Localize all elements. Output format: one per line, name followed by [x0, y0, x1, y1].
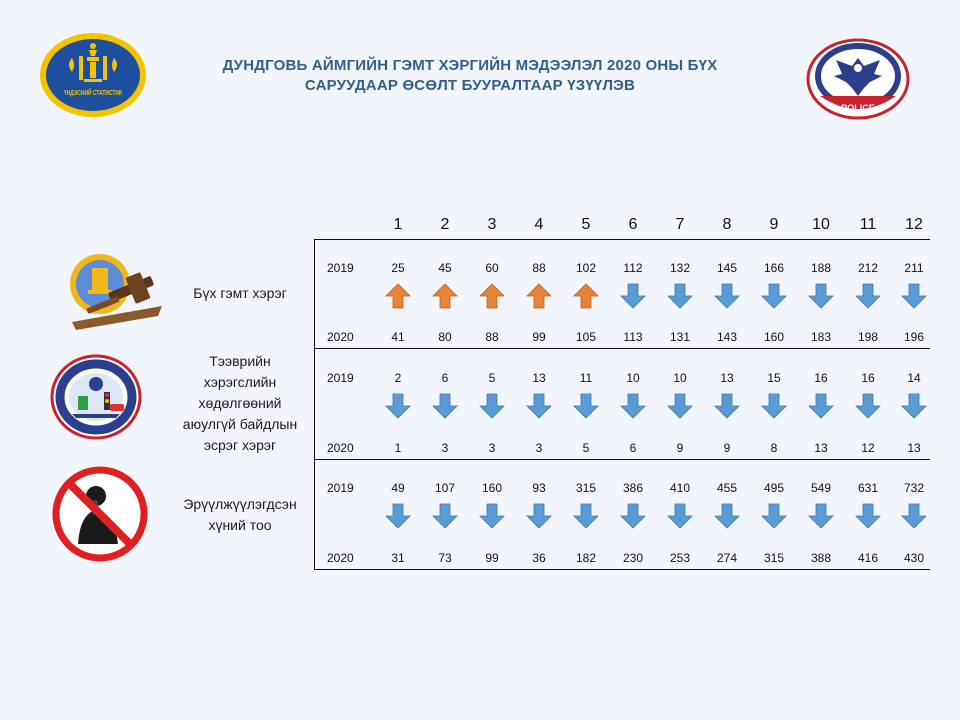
value-2020: 274 — [716, 551, 738, 565]
table-divider — [314, 459, 930, 460]
value-2019: 212 — [857, 261, 879, 275]
value-2020: 131 — [669, 330, 691, 344]
trend-down-arrow-icon — [901, 393, 927, 419]
trend-down-arrow-icon — [855, 393, 881, 419]
trend-down-arrow-icon — [761, 283, 787, 309]
trend-down-arrow-icon — [808, 393, 834, 419]
value-2019: 11 — [579, 371, 593, 385]
value-2020: 3 — [535, 441, 543, 455]
value-2020: 160 — [763, 330, 785, 344]
traffic-police-icon — [50, 354, 142, 440]
value-2019: 14 — [907, 371, 921, 385]
value-2019: 732 — [903, 481, 925, 495]
trend-down-arrow-icon — [855, 283, 881, 309]
value-2020: 8 — [770, 441, 778, 455]
value-2020: 36 — [532, 551, 546, 565]
value-2020: 388 — [810, 551, 832, 565]
value-2020: 196 — [903, 330, 925, 344]
trend-down-arrow-icon — [620, 283, 646, 309]
no-drinking-icon — [52, 466, 148, 562]
value-2019: 495 — [763, 481, 785, 495]
trend-down-arrow-icon — [573, 393, 599, 419]
trend-down-arrow-icon — [714, 393, 740, 419]
month-header: 12 — [905, 216, 923, 233]
year-label-2020: 2020 — [327, 441, 354, 455]
trend-up-arrow-icon — [526, 283, 552, 309]
value-2020: 430 — [903, 551, 925, 565]
table-top-border — [314, 239, 930, 240]
value-2019: 16 — [861, 371, 875, 385]
trend-down-arrow-icon — [432, 393, 458, 419]
trend-down-arrow-icon — [714, 503, 740, 529]
trend-down-arrow-icon — [855, 503, 881, 529]
month-header: 6 — [628, 216, 638, 233]
category-label-line: хүний тоо — [208, 517, 272, 533]
year-label-2019: 2019 — [327, 481, 354, 495]
value-2019: 49 — [391, 481, 405, 495]
value-2019: 549 — [810, 481, 832, 495]
value-2020: 31 — [391, 551, 405, 565]
month-header: 4 — [534, 216, 544, 233]
value-2020: 73 — [438, 551, 452, 565]
trend-down-arrow-icon — [761, 503, 787, 529]
trend-down-arrow-icon — [761, 393, 787, 419]
trend-up-arrow-icon — [385, 283, 411, 309]
year-label-2020: 2020 — [327, 551, 354, 565]
trend-down-arrow-icon — [526, 503, 552, 529]
police-logo-icon — [806, 38, 910, 120]
value-2019: 112 — [623, 261, 643, 275]
category-label-traffic-safety — [160, 351, 320, 456]
logo-police-text: POLICE — [841, 103, 875, 113]
value-2019: 15 — [767, 371, 781, 385]
category-label-line: хөдөлгөөний — [198, 395, 282, 411]
value-2020: 9 — [676, 441, 684, 455]
value-2019: 25 — [391, 261, 405, 275]
value-2020: 5 — [582, 441, 590, 455]
value-2020: 198 — [857, 330, 879, 344]
month-header: 8 — [722, 216, 732, 233]
value-2020: 1 — [394, 441, 402, 455]
value-2019: 6 — [441, 371, 449, 385]
value-2019: 93 — [532, 481, 546, 495]
value-2020: 315 — [763, 551, 785, 565]
value-2020: 3 — [441, 441, 449, 455]
value-2019: 10 — [673, 371, 687, 385]
value-2019: 455 — [716, 481, 738, 495]
title-line-2: САРУУДААР ӨСӨЛТ БУУРАЛТААР ҮЗҮҮЛЭВ — [304, 77, 636, 94]
value-2020: 182 — [575, 551, 597, 565]
national-statistics-logo-icon — [38, 32, 148, 118]
trend-down-arrow-icon — [385, 503, 411, 529]
category-label-sobering — [160, 494, 320, 536]
value-2020: 13 — [907, 441, 921, 455]
trend-up-arrow-icon — [573, 283, 599, 309]
value-2020: 13 — [814, 441, 828, 455]
value-2020: 105 — [575, 330, 597, 344]
category-label-line: эсрэг хэрэг — [203, 437, 277, 453]
value-2019: 386 — [622, 481, 644, 495]
trend-down-arrow-icon — [479, 393, 505, 419]
table-left-border — [314, 239, 315, 569]
value-2019: 13 — [532, 371, 546, 385]
value-2019: 631 — [857, 481, 879, 495]
value-2020: 12 — [861, 441, 875, 455]
value-2020: 80 — [438, 330, 452, 344]
trend-down-arrow-icon — [808, 283, 834, 309]
value-2020: 3 — [488, 441, 496, 455]
trend-up-arrow-icon — [432, 283, 458, 309]
trend-down-arrow-icon — [901, 283, 927, 309]
value-2020: 88 — [485, 330, 499, 344]
category-label-line: Тээврийн — [209, 353, 271, 369]
value-2019: 102 — [575, 261, 597, 275]
month-header: 2 — [440, 216, 450, 233]
month-header: 10 — [812, 216, 830, 233]
court-gavel-icon — [58, 250, 170, 332]
value-2019: 16 — [814, 371, 828, 385]
value-2019: 88 — [532, 261, 546, 275]
trend-down-arrow-icon — [667, 503, 693, 529]
table-divider — [314, 348, 930, 349]
trend-up-arrow-icon — [479, 283, 505, 309]
month-header: 11 — [859, 216, 877, 233]
trend-down-arrow-icon — [667, 393, 693, 419]
year-label-2020: 2020 — [327, 330, 354, 344]
value-2019: 160 — [481, 481, 503, 495]
month-header: 5 — [581, 216, 591, 233]
trend-down-arrow-icon — [620, 503, 646, 529]
trend-down-arrow-icon — [479, 503, 505, 529]
category-label-all-crimes — [160, 283, 320, 304]
year-label-2019: 2019 — [327, 261, 354, 275]
trend-down-arrow-icon — [432, 503, 458, 529]
value-2019: 2 — [394, 371, 402, 385]
value-2020: 9 — [723, 441, 731, 455]
trend-down-arrow-icon — [808, 503, 834, 529]
value-2020: 113 — [623, 330, 643, 344]
year-label-2019: 2019 — [327, 371, 354, 385]
category-label-line: Эрүүлжүүлэгдсэн — [183, 496, 297, 512]
value-2019: 145 — [716, 261, 738, 275]
month-header: 3 — [487, 216, 497, 233]
category-label-line: Бүх гэмт хэрэг — [193, 285, 287, 301]
value-2019: 166 — [763, 261, 785, 275]
trend-down-arrow-icon — [714, 283, 740, 309]
month-header: 7 — [675, 216, 685, 233]
value-2019: 188 — [810, 261, 832, 275]
value-2019: 107 — [434, 481, 456, 495]
trend-down-arrow-icon — [573, 503, 599, 529]
category-label-line: хэрэгслийн — [203, 374, 277, 390]
page-title — [190, 56, 750, 96]
value-2019: 132 — [669, 261, 691, 275]
value-2020: 416 — [857, 551, 879, 565]
value-2019: 211 — [904, 261, 924, 275]
trend-down-arrow-icon — [667, 283, 693, 309]
value-2019: 10 — [626, 371, 640, 385]
value-2019: 410 — [669, 481, 691, 495]
value-2020: 253 — [669, 551, 691, 565]
value-2019: 315 — [575, 481, 597, 495]
table-bottom-border — [314, 569, 930, 570]
value-2020: 6 — [629, 441, 637, 455]
value-2020: 99 — [532, 330, 546, 344]
title-line-1: ДУНДГОВЬ АЙМГИЙН ГЭМТ ХЭРГИЙН МЭДЭЭЛЭЛ 2020 ОНЫ БҮХ — [222, 57, 718, 74]
trend-down-arrow-icon — [526, 393, 552, 419]
trend-down-arrow-icon — [385, 393, 411, 419]
trend-down-arrow-icon — [901, 503, 927, 529]
value-2019: 5 — [488, 371, 496, 385]
value-2019: 60 — [485, 261, 499, 275]
value-2019: 45 — [438, 261, 452, 275]
value-2019: 13 — [720, 371, 734, 385]
value-2020: 230 — [622, 551, 644, 565]
month-header: 1 — [393, 216, 403, 233]
value-2020: 99 — [485, 551, 499, 565]
trend-down-arrow-icon — [620, 393, 646, 419]
value-2020: 143 — [716, 330, 738, 344]
month-header: 9 — [769, 216, 779, 233]
value-2020: 183 — [810, 330, 832, 344]
category-label-line: аюулгүй байдлын — [182, 416, 298, 432]
logo-stat-text: ҮНДЭСНИЙ СТАТИСТИК — [64, 88, 123, 97]
value-2020: 41 — [391, 330, 405, 344]
